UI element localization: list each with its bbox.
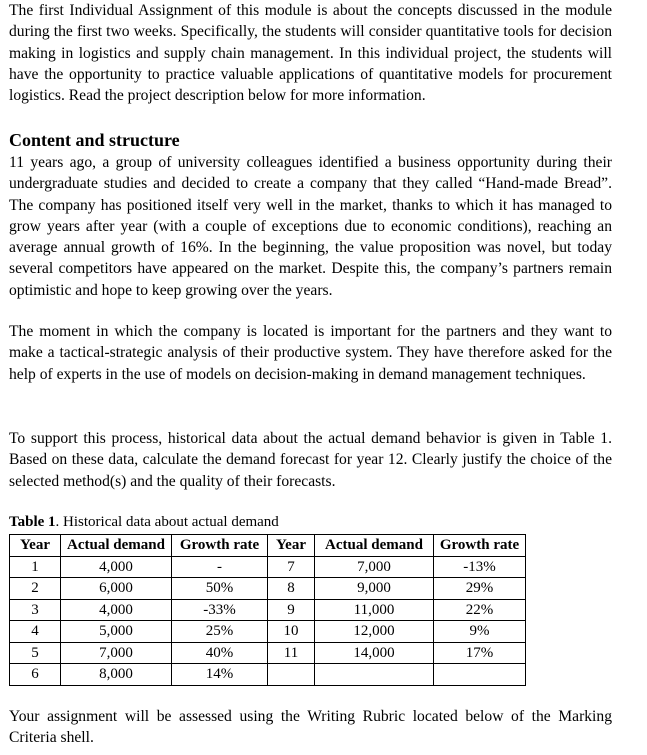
- table-cell: 4: [10, 621, 61, 643]
- table-header-row: [10, 535, 526, 557]
- table-cell: 3: [10, 599, 61, 621]
- table-caption-label: Table 1: [9, 514, 56, 530]
- table-row: [10, 578, 526, 600]
- table-cell: 14%: [172, 664, 268, 686]
- table-cell: [315, 664, 434, 686]
- table-cell: 7,000: [315, 556, 434, 578]
- table-caption: [9, 512, 279, 532]
- table-cell: 17%: [434, 642, 526, 664]
- table-cell: -33%: [172, 599, 268, 621]
- table-cell: 4,000: [61, 556, 172, 578]
- table-cell: 25%: [172, 621, 268, 643]
- table-cell: [434, 664, 526, 686]
- context-paragraph-2: The moment in which the company is located is important for the partners and they want to make a tactical-strategic analysis of their productive system. They have therefore asked for the help of experts in the use of models on decision-making in demand management techniques.: [9, 323, 612, 383]
- table-cell: 8: [268, 578, 315, 600]
- table-cell: 10: [268, 621, 315, 643]
- table-row: [10, 642, 526, 664]
- section-heading: Content and structure: [9, 130, 180, 150]
- table-cell: 14,000: [315, 642, 434, 664]
- table-cell: 6,000: [61, 578, 172, 600]
- table-cell: 9,000: [315, 578, 434, 600]
- table-cell: 29%: [434, 578, 526, 600]
- table-cell: 7: [268, 556, 315, 578]
- table-cell: 9%: [434, 621, 526, 643]
- context-paragraph-1: 11 years ago, a group of university colleagues identified a business opportunity during their undergraduate studies and decided to create a company that they called “Hand-made Bread”. The company has positioned itself very well in the market, thanks to which it has managed to grow years after year (with a couple of exceptions due to economic conditions), reaching an average annual growth of 16%. In the beginning, the value proposition was novel, but today several competitors have appeared on the market. Despite this, the company’s partners remain optimistic and hope to keep growing over the years.: [9, 154, 612, 299]
- table-row: [10, 664, 526, 686]
- task-paragraph: To support this process, historical data about the actual demand behavior is given in Table 1. Based on these data, calculate the demand forecast for year 12. Clearly justify the choice of the selected method(s) and the quality of their forecasts.: [9, 430, 612, 490]
- table-cell: [268, 664, 315, 686]
- table-cell: 11: [268, 642, 315, 664]
- demand-table: [9, 534, 526, 686]
- table-row: [10, 556, 526, 578]
- table-cell: 1: [10, 556, 61, 578]
- table-cell: 5: [10, 642, 61, 664]
- table-row: [10, 621, 526, 643]
- table-cell: -: [172, 556, 268, 578]
- intro-paragraph: The first Individual Assignment of this module is about the concepts discussed in the module during the first two weeks. Specifically, the students will consider quantitative tools for decision making in logistics and supply chain management. In this individual project, the students will have the opportunity to practice valuable applications of quantitative models for procurement logistics. Read the project description below for more information.: [9, 2, 612, 105]
- table-cell: 40%: [172, 642, 268, 664]
- table-cell: 22%: [434, 599, 526, 621]
- table-cell: 5,000: [61, 621, 172, 643]
- header-growth-rate-2: Growth rate: [434, 535, 526, 557]
- table-cell: 6: [10, 664, 61, 686]
- table-cell: -13%: [434, 556, 526, 578]
- table-cell: 9: [268, 599, 315, 621]
- closing-paragraph: Your assignment will be assessed using the Writing Rubric located below of the Marking Criteria shell.: [9, 708, 612, 747]
- table-cell: 50%: [172, 578, 268, 600]
- table-cell: 12,000: [315, 621, 434, 643]
- header-year: Year: [10, 535, 61, 557]
- table-cell: 8,000: [61, 664, 172, 686]
- table-cell: 4,000: [61, 599, 172, 621]
- header-actual-demand: Actual demand: [61, 535, 172, 557]
- table-cell: 2: [10, 578, 61, 600]
- table-cell: 7,000: [61, 642, 172, 664]
- table-caption-text: . Historical data about actual demand: [55, 514, 279, 530]
- header-actual-demand-2: Actual demand: [315, 535, 434, 557]
- table-cell: 11,000: [315, 599, 434, 621]
- table-row: [10, 599, 526, 621]
- header-year-2: Year: [268, 535, 315, 557]
- header-growth-rate: Growth rate: [172, 535, 268, 557]
